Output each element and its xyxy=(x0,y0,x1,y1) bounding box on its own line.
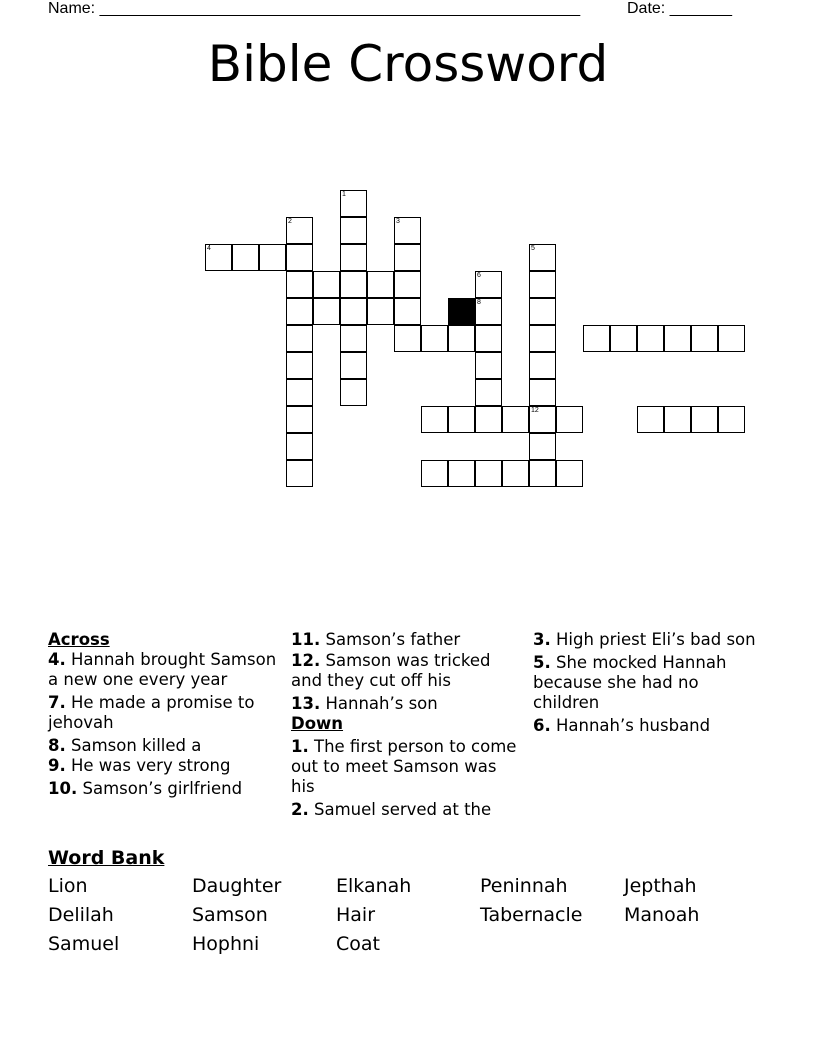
crossword-cell[interactable] xyxy=(664,406,691,433)
cell-number: 4 xyxy=(207,245,211,252)
crossword-cell[interactable] xyxy=(286,325,313,352)
crossword-cell[interactable] xyxy=(286,460,313,487)
clue-across-12 xyxy=(291,651,521,691)
clue-text: Samson was tricked and they cut off his xyxy=(291,651,491,690)
crossword-cell[interactable] xyxy=(637,325,664,352)
clue-down-5 xyxy=(533,653,763,713)
clue-across-11 xyxy=(291,630,521,650)
clue-number: 8. xyxy=(48,736,66,755)
clue-across-9 xyxy=(48,756,278,776)
clues-column-1 xyxy=(48,630,278,802)
crossword-cell[interactable] xyxy=(556,460,583,487)
clue-down-2 xyxy=(291,800,521,820)
crossword-cell[interactable] xyxy=(367,271,394,298)
clue-number: 11. xyxy=(291,630,321,649)
word-bank-word: Peninnah xyxy=(480,875,568,897)
crossword-cell[interactable] xyxy=(556,406,583,433)
crossword-cell[interactable] xyxy=(475,460,502,487)
cell-number: 5 xyxy=(531,245,535,252)
clue-number: 13. xyxy=(291,694,321,713)
clue-number: 3. xyxy=(533,630,551,649)
crossword-cell[interactable] xyxy=(394,325,421,352)
word-bank-word: Manoah xyxy=(624,904,700,926)
word-bank-word: Elkanah xyxy=(336,875,412,897)
crossword-cell[interactable] xyxy=(286,352,313,379)
clue-number: 4. xyxy=(48,650,66,669)
crossword-cell[interactable] xyxy=(475,325,502,352)
cell-number: 2 xyxy=(288,218,292,225)
clue-text: Samson killed a xyxy=(71,736,202,755)
word-bank-word: Coat xyxy=(336,933,380,955)
crossword-cell[interactable] xyxy=(340,298,367,325)
clues-column-2 xyxy=(291,630,521,823)
crossword-cell[interactable] xyxy=(583,325,610,352)
crossword-cell[interactable] xyxy=(394,271,421,298)
across-heading: Across xyxy=(48,630,110,649)
crossword-cell[interactable] xyxy=(529,379,556,406)
crossword-cell[interactable] xyxy=(286,298,313,325)
crossword-cell[interactable] xyxy=(664,325,691,352)
word-bank-word: Lion xyxy=(48,875,88,897)
crossword-cell[interactable] xyxy=(259,244,286,271)
crossword-cell[interactable] xyxy=(475,352,502,379)
clues-column-3 xyxy=(533,630,763,739)
clue-number: 10. xyxy=(48,779,78,798)
crossword-cell[interactable] xyxy=(718,325,745,352)
crossword-cell[interactable] xyxy=(529,460,556,487)
crossword-cell[interactable] xyxy=(502,406,529,433)
word-bank-word: Tabernacle xyxy=(480,904,583,926)
cell-number: 3 xyxy=(396,218,400,225)
crossword-cell[interactable] xyxy=(610,325,637,352)
clue-number: 5. xyxy=(533,653,551,672)
word-bank-word: Jepthah xyxy=(624,875,697,897)
word-bank-word: Hair xyxy=(336,904,376,926)
crossword-cell[interactable] xyxy=(529,352,556,379)
crossword-cell[interactable] xyxy=(691,325,718,352)
clue-text: Samson’s father xyxy=(325,630,461,649)
clue-across-10 xyxy=(48,779,278,799)
crossword-cell[interactable] xyxy=(286,379,313,406)
crossword-cell[interactable] xyxy=(529,325,556,352)
clue-text: High priest Eli’s bad son xyxy=(556,630,756,649)
crossword-cell[interactable] xyxy=(340,325,367,352)
crossword-cell[interactable] xyxy=(475,271,502,298)
crossword-cell[interactable] xyxy=(340,379,367,406)
clue-across-13 xyxy=(291,694,521,714)
cell-number: 8 xyxy=(477,299,481,306)
crossword-cell[interactable] xyxy=(340,244,367,271)
crossword-cell[interactable] xyxy=(475,406,502,433)
clue-number: 6. xyxy=(533,716,551,735)
crossword-cell[interactable] xyxy=(367,298,394,325)
clue-number: 2. xyxy=(291,800,309,819)
clue-number: 12. xyxy=(291,651,321,670)
crossword-cell[interactable] xyxy=(394,298,421,325)
clue-down-3 xyxy=(533,630,763,650)
crossword-cell[interactable] xyxy=(394,244,421,271)
crossword-cell[interactable] xyxy=(448,325,475,352)
clue-text: He was very strong xyxy=(71,756,231,775)
crossword-cell[interactable] xyxy=(637,406,664,433)
crossword-black-cell xyxy=(448,298,475,325)
clue-number: 9. xyxy=(48,756,66,775)
cell-number: 12 xyxy=(531,407,539,414)
clue-down-1 xyxy=(291,737,521,797)
crossword-cell[interactable] xyxy=(529,406,556,433)
crossword-cell[interactable] xyxy=(691,406,718,433)
clue-text: Hannah brought Samson a new one every year xyxy=(48,650,277,689)
clue-text: Hannah’s husband xyxy=(556,716,711,735)
clue-text: Samuel served at the xyxy=(314,800,492,819)
word-bank-word: Samson xyxy=(192,904,268,926)
down-heading: Down xyxy=(291,714,344,733)
clue-text: Samson’s girlfriend xyxy=(82,779,243,798)
crossword-cell[interactable] xyxy=(340,217,367,244)
clue-number: 7. xyxy=(48,693,66,712)
crossword-cell[interactable] xyxy=(205,244,232,271)
crossword-cell[interactable] xyxy=(286,271,313,298)
crossword-cell[interactable] xyxy=(502,460,529,487)
crossword-cell[interactable] xyxy=(286,433,313,460)
clue-text: Hannah’s son xyxy=(325,694,438,713)
page-title: Bible Crossword xyxy=(207,35,609,93)
word-bank-word: Daughter xyxy=(192,875,282,897)
crossword-cell[interactable] xyxy=(529,271,556,298)
date-field-label: Date: _______ xyxy=(627,0,732,17)
crossword-cell[interactable] xyxy=(340,190,367,217)
clue-number: 1. xyxy=(291,737,309,756)
word-bank-word: Delilah xyxy=(48,904,114,926)
crossword-cell[interactable] xyxy=(475,379,502,406)
crossword-cell[interactable] xyxy=(448,460,475,487)
clue-across-4 xyxy=(48,650,278,690)
crossword-cell[interactable] xyxy=(313,298,340,325)
crossword-cell[interactable] xyxy=(340,271,367,298)
clue-down-6 xyxy=(533,716,763,736)
clue-across-7 xyxy=(48,693,278,733)
crossword-cell[interactable] xyxy=(340,352,367,379)
crossword-cell[interactable] xyxy=(394,217,421,244)
cell-number: 1 xyxy=(342,191,346,198)
word-bank-word: Samuel xyxy=(48,933,120,955)
crossword-cell[interactable] xyxy=(421,325,448,352)
clue-across-8 xyxy=(48,736,278,756)
crossword-cell[interactable] xyxy=(232,244,259,271)
crossword-cell[interactable] xyxy=(529,298,556,325)
clue-text: He made a promise to jehovah xyxy=(48,693,255,732)
crossword-cell[interactable] xyxy=(421,406,448,433)
crossword-cell[interactable] xyxy=(286,217,313,244)
crossword-cell[interactable] xyxy=(529,433,556,460)
word-bank-title: Word Bank xyxy=(48,847,165,869)
crossword-cell[interactable] xyxy=(286,406,313,433)
crossword-cell[interactable] xyxy=(286,244,313,271)
clue-text: She mocked Hannah because she had no children xyxy=(533,653,727,712)
crossword-cell[interactable] xyxy=(718,406,745,433)
crossword-cell[interactable] xyxy=(421,460,448,487)
word-bank-word: Hophni xyxy=(192,933,260,955)
crossword-cell[interactable] xyxy=(475,298,502,325)
crossword-cell[interactable] xyxy=(529,244,556,271)
crossword-cell[interactable] xyxy=(313,271,340,298)
cell-number: 6 xyxy=(477,272,481,279)
clue-text: The first person to come out to meet Samson was his xyxy=(291,737,517,796)
name-field-label: Name: ______________________________________________________ xyxy=(48,0,581,17)
crossword-cell[interactable] xyxy=(448,406,475,433)
